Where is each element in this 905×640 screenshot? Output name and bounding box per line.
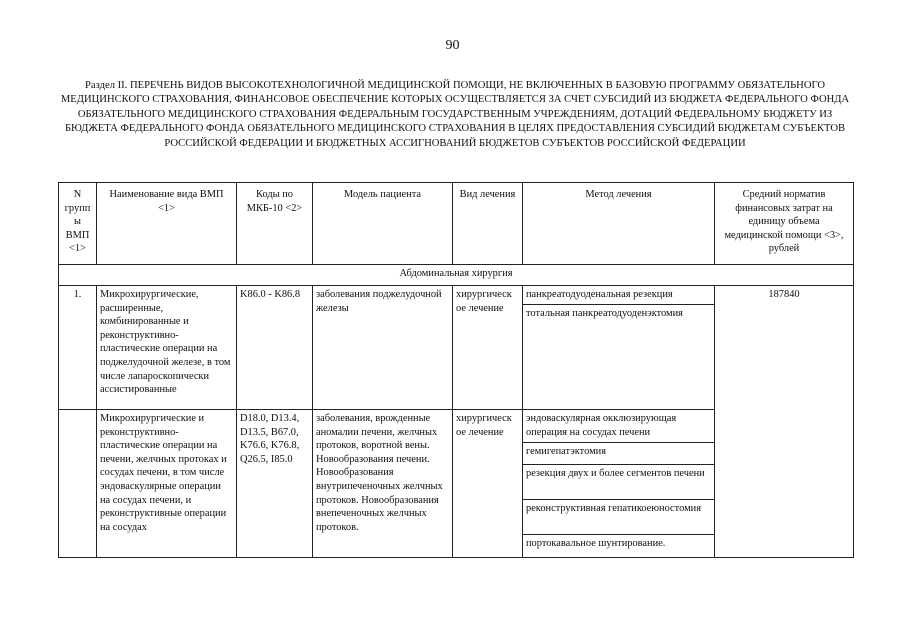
section-row <box>59 265 854 286</box>
icd-codes-cell: K86.0 - K86.8 <box>237 286 313 410</box>
section-title: Абдоминальная хирургия <box>59 265 854 286</box>
treatment-method-cell: портокавальное шунтирование. <box>523 535 715 558</box>
header-vmp-name: Наименование вида ВМП <1> <box>97 183 237 265</box>
vmp-table <box>58 182 854 558</box>
table-row <box>59 286 854 305</box>
average-cost-cell: 187840 <box>715 286 854 558</box>
group-number: 1. <box>59 286 97 410</box>
treatment-method-cell: тотальная панкреатодуоденэктомия <box>523 305 715 410</box>
treatment-method-cell: резекция двух и более сегментов печени <box>523 465 715 500</box>
header-patient-model: Модель пациента <box>313 183 453 265</box>
header-icd-codes: Коды по МКБ-10 <2> <box>237 183 313 265</box>
header-treatment-method: Метод лечения <box>523 183 715 265</box>
section-heading: Раздел II. ПЕРЕЧЕНЬ ВИДОВ ВЫСОКОТЕХНОЛОГИЧНОЙ МЕДИЦИНСКОЙ ПОМОЩИ, НЕ ВКЛЮЧЕННЫХ В БАЗОВУЮ ПРОГРАММУ ОБЯЗАТЕЛЬНОГО МЕДИЦИНСКОГО СТРАХОВАНИЯ, ФИНАНСОВОЕ ОБЕСПЕЧЕНИЕ КОТОРЫХ ОСУЩЕСТВЛЯЕТСЯ ЗА СЧЕТ СУБСИДИЙ ИЗ БЮДЖЕТА ФЕДЕРАЛЬНОГО ФОНДА ОБЯЗАТЕЛЬНОГО МЕДИЦИНСКОГО СТРАХОВАНИЯ ФЕДЕРАЛЬНЫМ ГОСУДАРСТВЕННЫМ УЧРЕЖДЕНИЯМ, ДОТАЦИЙ ФЕДЕРАЛЬНОМУ БЮДЖЕТУ ИЗ БЮДЖЕТА ФЕДЕРАЛЬНОГО ФОНДА ОБЯЗАТЕЛЬНОГО МЕДИЦИНСКОГО СТРАХОВАНИЯ В ЦЕЛЯХ ПРЕДОСТАВЛЕНИЯ СУБСИДИЙ БЮДЖЕТАМ СУБЪЕКТОВ РОССИЙСКОЙ ФЕДЕРАЦИИ И БЮДЖЕТНЫХ АССИГНОВАНИЙ БЮДЖЕТОВ СУБЪЕКТОВ РОССИЙСКОЙ ФЕДЕРАЦИИ <box>60 80 850 149</box>
vmp-name-cell: Микрохирургические, расширенные, комбинированные и реконструктивно-пластические операции на поджелудочной железе, в том числе лапароскопически ассистированные <box>97 286 237 410</box>
icd-codes-cell: D18.0, D13.4, D13.5, B67.0, K76.6, K76.8, Q26.5, I85.0 <box>237 410 313 558</box>
page-number: 90 <box>445 38 460 53</box>
treatment-method-cell: эндоваскулярная окклюзирующая операция на сосудах печени <box>523 410 715 443</box>
header-treatment-type: Вид лечения <box>453 183 523 265</box>
treatment-method-cell: гемигепатэктомия <box>523 443 715 465</box>
vmp-name-cell: Микрохирургические и реконструктивно-пластические операции на печени, желчных протоках и сосудах печени, в том числе эндоваскулярные операции на сосудах печени, и реконструктивные операции на сосудах <box>97 410 237 558</box>
header-group-number: N групп ы ВМП <1> <box>59 183 97 265</box>
table-header-row <box>59 183 854 265</box>
treatment-type-cell: хирургическ ое лечение <box>453 286 523 410</box>
group-number-continued <box>59 410 97 558</box>
treatment-method-cell: реконструктивная гепатикоеюностомия <box>523 500 715 535</box>
treatment-type-cell: хирургическ ое лечение <box>453 410 523 558</box>
patient-model-cell: заболевания поджелудочной железы <box>313 286 453 410</box>
treatment-method-cell: панкреатодуоденальная резекция <box>523 286 715 305</box>
header-average-cost: Средний норматив финансовых затрат на единицу объема медицинской помощи <3>, рублей <box>715 183 854 265</box>
patient-model-cell: заболевания, врожденные аномалии печени, желчных протоков, воротной вены. Новообразования печени. Новообразования внутрипеченочных желчных протоков. Новообразования внепеченочных желчных протоков. <box>313 410 453 558</box>
